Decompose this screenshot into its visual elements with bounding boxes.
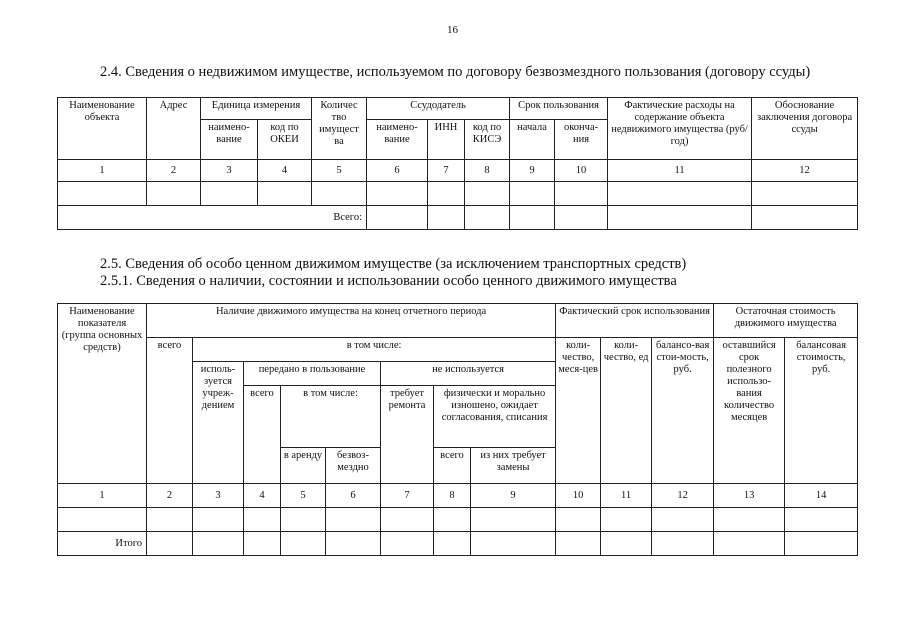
column-number: 3 (193, 484, 244, 508)
table-cell[interactable] (510, 182, 555, 206)
header-qty-units: коли-чество, ед (601, 338, 652, 484)
table-cell[interactable] (785, 532, 858, 556)
header-lender: Ссудодатель (367, 98, 510, 120)
table-cell[interactable] (714, 508, 785, 532)
header-unit-name: наимено-вание (201, 120, 258, 160)
header-actual-term: Фактический срок использования (556, 304, 714, 338)
column-number: 9 (510, 160, 555, 182)
header-qty-months: коли-чество, меся-цев (556, 338, 601, 484)
table-cell[interactable] (465, 206, 510, 230)
table-cell[interactable] (752, 206, 858, 230)
header-used: исполь-зуется учреж-дением (193, 362, 244, 484)
column-number: 2 (147, 160, 201, 182)
column-number: 7 (381, 484, 434, 508)
header-term: Срок пользования (510, 98, 608, 120)
table-cell[interactable] (147, 508, 193, 532)
header-quantity: Количес тво имущест ва (312, 98, 367, 160)
table-cell[interactable] (201, 182, 258, 206)
column-number: 5 (312, 160, 367, 182)
column-number-row (58, 160, 858, 182)
header-needs-repair: требует ремонта (381, 386, 434, 484)
column-number: 7 (428, 160, 465, 182)
header-lender-inn: ИНН (428, 120, 465, 160)
table-cell[interactable] (312, 182, 367, 206)
table-cell[interactable] (193, 508, 244, 532)
table-cell[interactable] (471, 508, 556, 532)
header-residual-value: Остаточная стоимость движимого имущества (714, 304, 858, 338)
column-number: 13 (714, 484, 785, 508)
column-number: 11 (608, 160, 752, 182)
table-cell[interactable] (608, 182, 752, 206)
table-cell[interactable] (465, 182, 510, 206)
column-number: 11 (601, 484, 652, 508)
header-transferred-total: всего (244, 386, 281, 484)
table-cell[interactable] (58, 508, 147, 532)
total-label: Итого (58, 532, 147, 556)
section-2-5-title: 2.5. Сведения об особо ценном движимом имуществе (за исключением транспортных средств) (100, 256, 687, 272)
column-number: 12 (752, 160, 858, 182)
column-number: 12 (652, 484, 714, 508)
total-row (58, 532, 858, 556)
table-cell[interactable] (555, 206, 608, 230)
table-cell[interactable] (608, 206, 752, 230)
header-term-end: оконча-ния (555, 120, 608, 160)
header-not-used: не используется (381, 362, 556, 386)
table-cell[interactable] (58, 182, 147, 206)
header-expenses: Фактические расходы на содержание объекта недвижимого имущества (руб/год) (608, 98, 752, 160)
table-cell[interactable] (434, 508, 471, 532)
table-cell[interactable] (652, 508, 714, 532)
column-number: 5 (281, 484, 326, 508)
header-remaining-term: оставшийся срок полезного использо-вания количество месяцев (714, 338, 785, 484)
header-needs-replacement: из них требует замены (471, 448, 556, 484)
total-row (58, 206, 858, 230)
table-cell[interactable] (652, 532, 714, 556)
table-cell[interactable] (193, 532, 244, 556)
table-row (58, 508, 858, 532)
table-cell[interactable] (428, 206, 465, 230)
table-cell[interactable] (434, 532, 471, 556)
table-cell[interactable] (367, 182, 428, 206)
table-cell[interactable] (556, 508, 601, 532)
header-object-name: Наименование объекта (58, 98, 147, 160)
column-number: 8 (465, 160, 510, 182)
table-cell[interactable] (556, 532, 601, 556)
column-number: 8 (434, 484, 471, 508)
header-rent: в аренду (281, 448, 326, 484)
table-cell[interactable] (381, 508, 434, 532)
table-cell[interactable] (326, 532, 381, 556)
table-cell[interactable] (471, 532, 556, 556)
table-cell[interactable] (601, 508, 652, 532)
table-cell[interactable] (244, 508, 281, 532)
page-number: 16 (447, 24, 458, 36)
section-2-5-1-title: 2.5.1. Сведения о наличии, состоянии и использовании особо ценного движимого имущества (100, 273, 677, 289)
table-cell[interactable] (785, 508, 858, 532)
column-number: 2 (147, 484, 193, 508)
column-number: 6 (326, 484, 381, 508)
header-transferred-including: в том числе: (281, 386, 381, 448)
header-unit: Единица измерения (201, 98, 312, 120)
header-book-value-term: балансо-вая стои-мость, руб. (652, 338, 714, 484)
column-number: 1 (58, 484, 147, 508)
table-cell[interactable] (601, 532, 652, 556)
header-book-value: балансовая стоимость, руб. (785, 338, 858, 484)
header-total: всего (147, 338, 193, 484)
column-number: 4 (258, 160, 312, 182)
header-justification: Обоснование заключения договора ссуды (752, 98, 858, 160)
header-transferred: передано в пользование (244, 362, 381, 386)
table-cell[interactable] (281, 532, 326, 556)
table-cell[interactable] (752, 182, 858, 206)
column-number: 14 (785, 484, 858, 508)
header-lender-kise: код по КИСЭ (465, 120, 510, 160)
table-cell[interactable] (714, 532, 785, 556)
column-number: 10 (555, 160, 608, 182)
column-number: 9 (471, 484, 556, 508)
header-worn-out: физически и морально изношено, ожидает согласования, списания (434, 386, 556, 448)
column-number: 1 (58, 160, 147, 182)
header-worn-total: всего (434, 448, 471, 484)
header-free: безвоз-мездно (326, 448, 381, 484)
column-number-row (58, 484, 858, 508)
table-cell[interactable] (367, 206, 428, 230)
column-number: 6 (367, 160, 428, 182)
header-indicator: Наименование показателя (группа основных средств) (58, 304, 147, 484)
column-number: 3 (201, 160, 258, 182)
table-cell[interactable] (147, 532, 193, 556)
table-row (58, 182, 858, 206)
table-cell[interactable] (381, 532, 434, 556)
column-number: 10 (556, 484, 601, 508)
table-2-4 (57, 97, 858, 230)
table-cell[interactable] (258, 182, 312, 206)
table-cell[interactable] (555, 182, 608, 206)
header-including: в том числе: (193, 338, 556, 362)
header-term-start: начала (510, 120, 555, 160)
table-cell[interactable] (244, 532, 281, 556)
table-cell[interactable] (428, 182, 465, 206)
table-cell[interactable] (510, 206, 555, 230)
header-availability: Наличие движимого имущества на конец отчетного периода (147, 304, 556, 338)
table-2-5-1 (57, 303, 858, 556)
column-number: 4 (244, 484, 281, 508)
section-2-4-title: 2.4. Сведения о недвижимом имуществе, используемом по договору безвозмездного пользования (договору ссуды) (100, 64, 811, 80)
total-label: Всего: (58, 206, 367, 230)
table-cell[interactable] (147, 182, 201, 206)
header-address: Адрес (147, 98, 201, 160)
header-unit-okei: код по ОКЕИ (258, 120, 312, 160)
table-cell[interactable] (281, 508, 326, 532)
table-cell[interactable] (326, 508, 381, 532)
header-lender-name: наимено-вание (367, 120, 428, 160)
